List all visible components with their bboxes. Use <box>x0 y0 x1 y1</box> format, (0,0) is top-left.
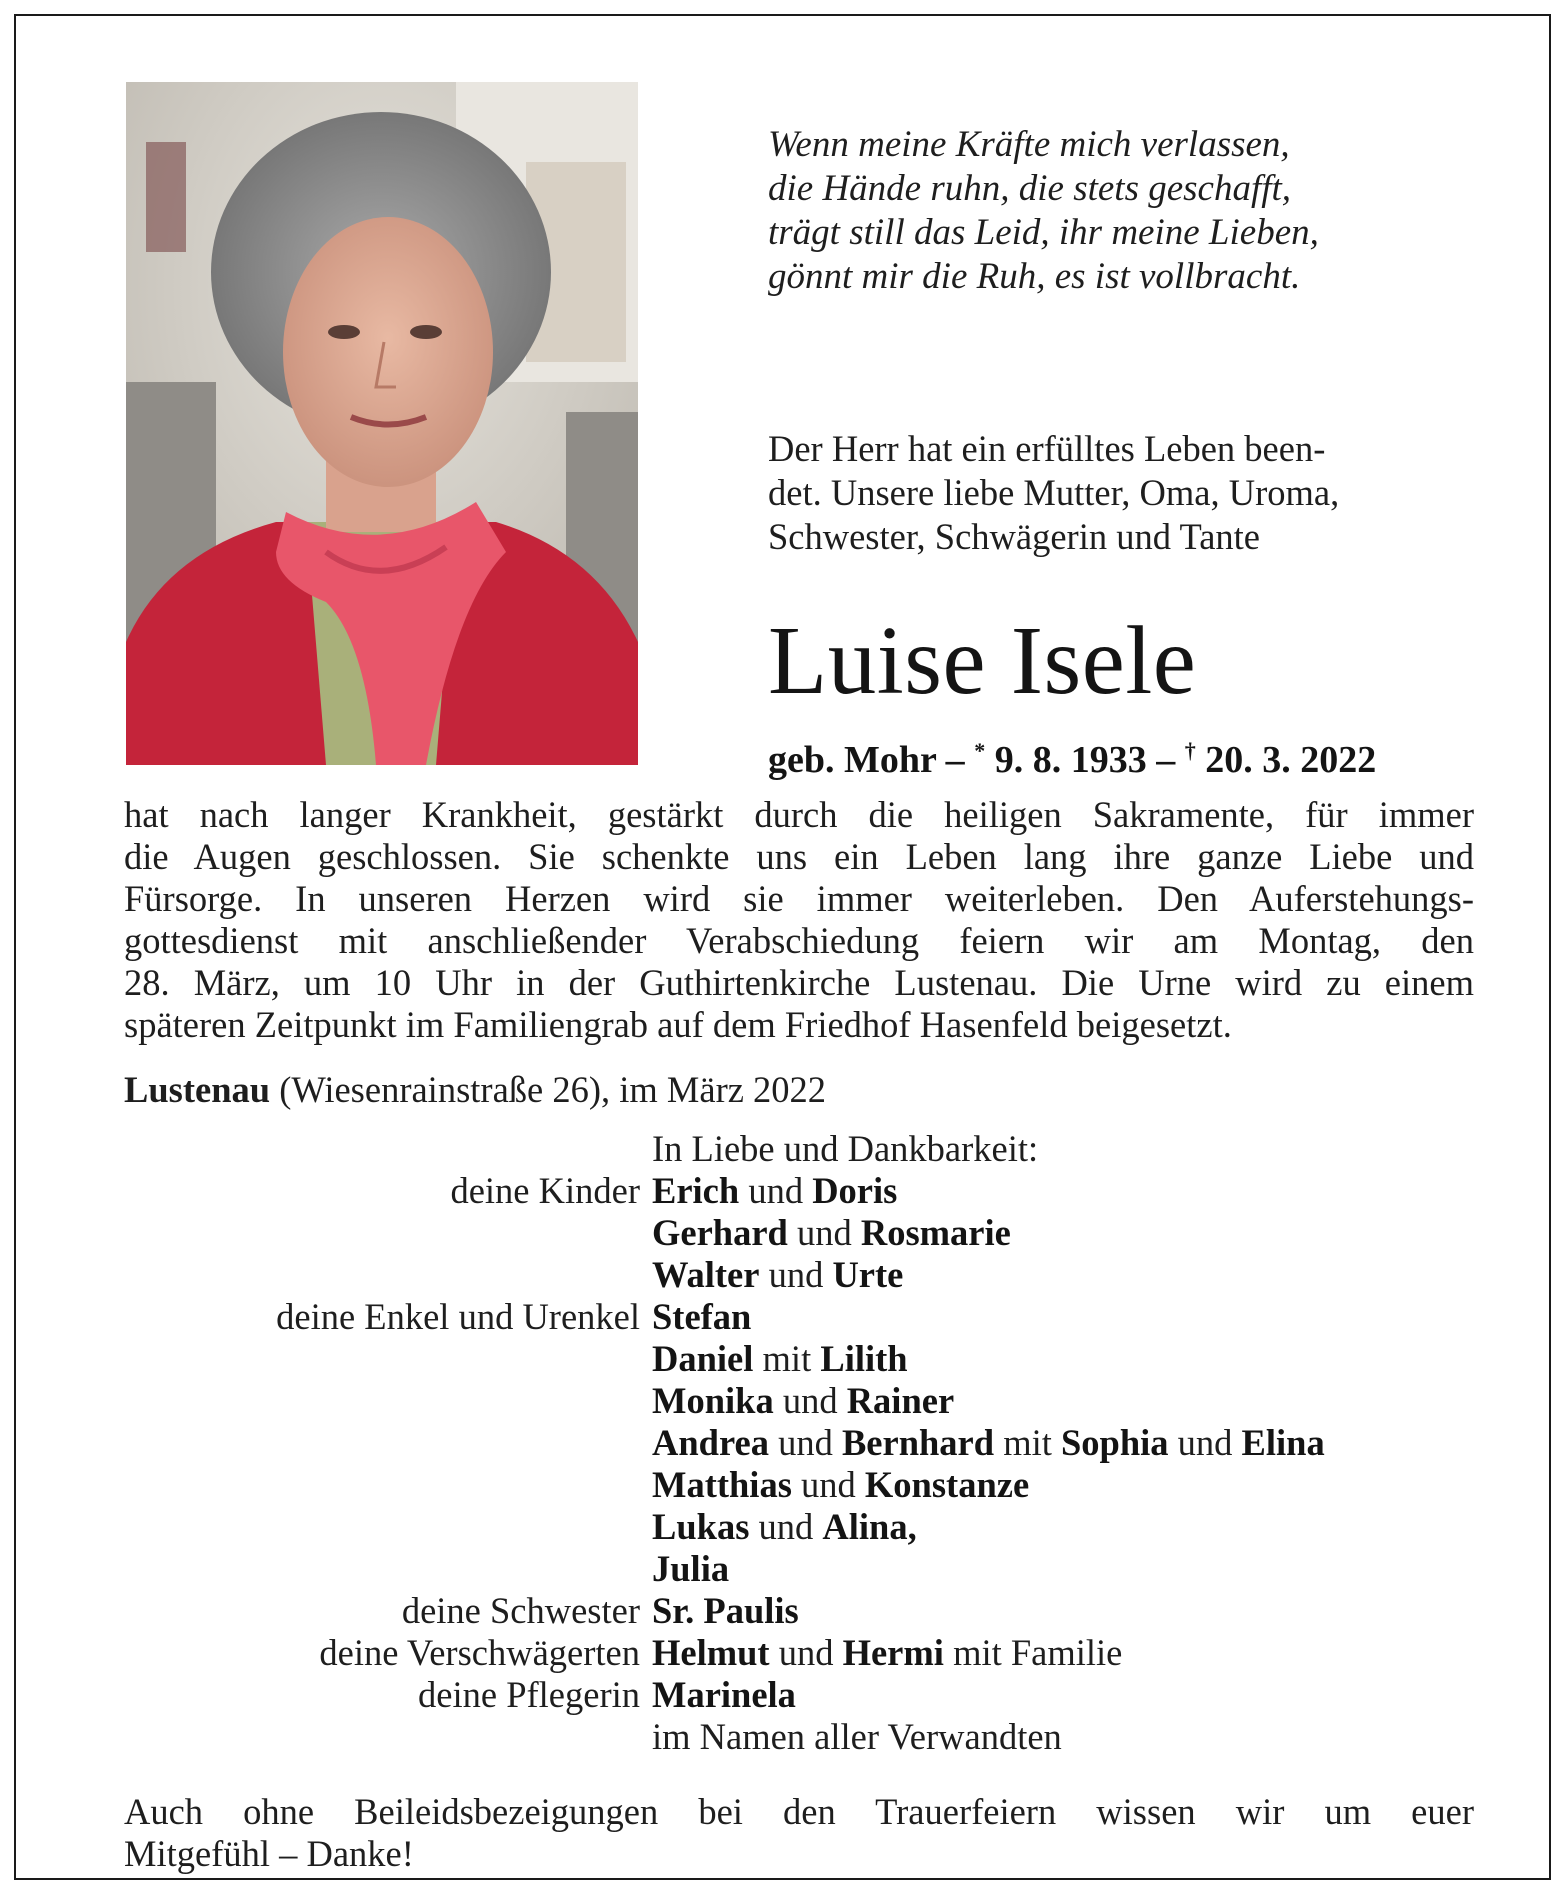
relative-name: Gerhard <box>652 1212 788 1253</box>
relative-name: Lukas <box>652 1506 750 1547</box>
connector-text: und <box>739 1170 813 1211</box>
intro-line: Schwester, Schwägerin und Tante <box>768 516 1260 557</box>
poem-line: die Hände ruhn, die stets geschafft, <box>768 168 1292 209</box>
connector-text: und <box>787 1212 861 1253</box>
relative-name: Andrea <box>652 1422 769 1463</box>
relative-name: Helmut <box>652 1632 770 1673</box>
connector-text: mit Familie <box>943 1632 1123 1673</box>
signature-row <box>16 1548 1553 1590</box>
birth-date: 9. 8. 1933 – <box>994 739 1176 781</box>
relative-name: Marinela <box>652 1674 796 1715</box>
relative-name: Monika <box>652 1380 774 1421</box>
relative-name: Rosmarie <box>860 1212 1011 1253</box>
deceased-name: Luise Isele <box>768 607 1197 714</box>
connector-text: und <box>773 1380 847 1421</box>
signature-row <box>16 1506 1553 1548</box>
relative-name: Urte <box>832 1254 904 1295</box>
relation-label: deine Kinder <box>450 1170 640 1211</box>
connector-text: und <box>791 1464 865 1505</box>
relation-label: deine Pflegerin <box>418 1674 640 1715</box>
intro-line: Der Herr hat ein erfülltes Leben been- <box>768 428 1326 469</box>
relative-names <box>652 1380 954 1422</box>
body-paragraph <box>124 794 1474 1046</box>
relative-names <box>652 1212 1011 1254</box>
relation-label: deine Verschwägerten <box>319 1632 640 1673</box>
place-rest: (Wiesenrainstraße 26), im März 2022 <box>270 1069 827 1110</box>
closing-line: Mitgefühl – Danke! <box>124 1833 414 1874</box>
portrait-icon <box>126 82 638 765</box>
relation-label: deine Schwester <box>401 1590 640 1631</box>
signature-row <box>16 1254 1553 1296</box>
body-line: späteren Zeitpunkt im Familiengrab auf dem Friedhof Hasenfeld beigesetzt. <box>124 1004 1232 1045</box>
relative-name: Bernhard <box>841 1422 995 1463</box>
body-line: hat nach langer Krankheit, gestärkt durch die heiligen Sakramente, für immer <box>124 794 1474 835</box>
death-symbol: † <box>1184 738 1196 763</box>
poem <box>768 123 1488 299</box>
portrait-photo <box>126 82 638 765</box>
signature-row <box>16 1422 1553 1464</box>
life-dates <box>768 728 1376 783</box>
signature-row <box>16 1674 1553 1716</box>
signature-row <box>16 1380 1553 1422</box>
relative-names <box>652 1464 1029 1506</box>
signature-row <box>16 1716 1553 1758</box>
obituary-card <box>14 14 1551 1880</box>
place-date <box>124 1068 826 1112</box>
signature-heading-row <box>16 1128 1553 1170</box>
relative-names <box>652 1506 917 1548</box>
intro-text <box>768 427 1488 559</box>
signature-row <box>16 1170 1553 1212</box>
relative-name: Doris <box>812 1170 898 1211</box>
body-line: die Augen geschlossen. Sie schenkte uns ein Leben lang ihre ganze Liebe und <box>124 836 1474 877</box>
connector-text: im Namen aller Verwandten <box>652 1716 1062 1757</box>
intro-line: det. Unsere liebe Mutter, Oma, Uroma, <box>768 472 1340 513</box>
relation-label: deine Enkel und Urenkel <box>276 1296 640 1337</box>
relative-name: Stefan <box>652 1296 752 1337</box>
relative-name: Konstanze <box>864 1464 1030 1505</box>
relative-name: Alina, <box>822 1506 917 1547</box>
relative-names <box>652 1632 1122 1674</box>
relative-names <box>652 1716 1062 1758</box>
place-town: Lustenau <box>124 1069 271 1110</box>
maiden-name: geb. Mohr – <box>768 739 965 781</box>
relative-name: Matthias <box>652 1464 792 1505</box>
relative-names <box>652 1254 903 1296</box>
connector-text: und <box>759 1254 833 1295</box>
relative-names <box>652 1170 897 1212</box>
body-line: Fürsorge. In unseren Herzen wird sie immer weiterleben. Den Auferstehungs- <box>124 878 1474 919</box>
body-line: 28. März, um 10 Uhr in der Guthirtenkirche Lustenau. Die Urne wird zu einem <box>124 962 1474 1003</box>
signature-row <box>16 1632 1553 1674</box>
relative-names <box>652 1296 751 1338</box>
connector-text: und <box>768 1422 842 1463</box>
relative-name: Hermi <box>842 1632 944 1673</box>
relative-name: Sr. Paulis <box>652 1590 799 1631</box>
relative-name: Elina <box>1241 1422 1325 1463</box>
relative-name: Rainer <box>846 1380 955 1421</box>
relative-name: Sophia <box>1061 1422 1169 1463</box>
closing-text <box>124 1791 1474 1875</box>
poem-line: Wenn meine Kräfte mich verlassen, <box>768 124 1290 165</box>
connector-text: mit <box>994 1422 1061 1463</box>
poem-line: gönnt mir die Ruh, es ist vollbracht. <box>768 256 1301 297</box>
birth-symbol: * <box>974 738 986 763</box>
signatures <box>16 1128 1553 1758</box>
signature-row <box>16 1464 1553 1506</box>
connector-text: und <box>1168 1422 1242 1463</box>
relative-names <box>652 1548 729 1590</box>
body-line: gottesdienst mit anschließender Verabschiedung feiern wir am Montag, den <box>124 920 1474 961</box>
relative-name: Walter <box>652 1254 760 1295</box>
relative-name: Lilith <box>820 1338 908 1379</box>
signature-heading: In Liebe und Dankbarkeit: <box>652 1128 1039 1169</box>
relative-names <box>652 1422 1325 1464</box>
signature-row <box>16 1590 1553 1632</box>
poem-line: trägt still das Leid, ihr meine Lieben, <box>768 212 1319 253</box>
relative-name: Erich <box>652 1170 740 1211</box>
relative-names <box>652 1590 799 1632</box>
connector-text: mit <box>753 1338 821 1379</box>
relative-name: Julia <box>652 1548 730 1589</box>
signature-row <box>16 1212 1553 1254</box>
signature-row <box>16 1296 1553 1338</box>
connector-text: und <box>749 1506 823 1547</box>
signature-row <box>16 1338 1553 1380</box>
relative-name: Daniel <box>652 1338 754 1379</box>
relative-names <box>652 1338 908 1380</box>
relative-names <box>652 1674 796 1716</box>
closing-line: Auch ohne Beileidsbezeigungen bei den Trauerfeiern wissen wir um euer <box>124 1791 1474 1832</box>
death-date: 20. 3. 2022 <box>1205 739 1377 781</box>
connector-text: und <box>769 1632 843 1673</box>
